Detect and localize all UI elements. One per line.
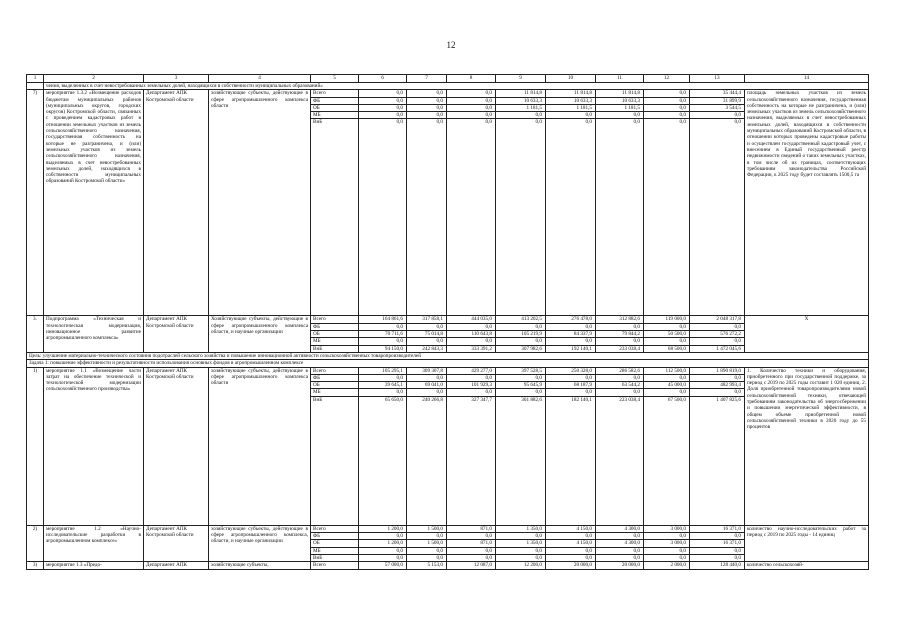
item-department: Департамент АПК Костромской области [144, 90, 209, 316]
continuation-row [27, 83, 869, 90]
funding-value: 0,0 [546, 119, 596, 316]
funding-value: 0,0 [690, 533, 745, 540]
funding-value: 1 350,0 [496, 525, 546, 532]
funding-value: 0,0 [359, 554, 407, 561]
funding-source: МБ [311, 338, 359, 345]
funding-value: 0,0 [496, 554, 546, 561]
funding-value: 0,0 [546, 533, 596, 540]
funding-value: 0,0 [447, 554, 496, 561]
funding-value: 16 371,0 [690, 525, 745, 532]
item-department: Департамент АПК Костромской области [144, 525, 209, 561]
funding-value: 0,0 [546, 112, 596, 119]
item-name: мероприятие 1.2 «Научно-исследовательские разработки в агропромышленном комплексе» [44, 525, 144, 561]
funding-value: 0,0 [447, 97, 496, 104]
funding-value: 0,0 [690, 112, 745, 119]
funding-value: 11 814,8 [546, 90, 596, 97]
funding-value: 0,0 [407, 533, 447, 540]
funding-value: 1 500,0 [407, 525, 447, 532]
funding-value: 0,0 [546, 338, 596, 345]
col-number: 11 [596, 75, 644, 83]
col-number: 6 [359, 75, 407, 83]
funding-value: 250 328,0 [546, 367, 596, 374]
col-number: 8 [447, 75, 496, 83]
funding-value: 31 899,9 [690, 97, 745, 104]
funding-value: 128 440,0 [690, 562, 745, 569]
funding-value: 0,0 [690, 119, 745, 316]
funding-value: 20 000,0 [546, 562, 596, 569]
funding-value: 57 000,0 [359, 562, 407, 569]
funding-value: 0,0 [447, 119, 496, 316]
item-result: количество сельскохозяй- [745, 562, 869, 569]
funding-value: 0,0 [644, 338, 690, 345]
funding-value: 0,0 [644, 90, 690, 97]
funding-value: 0,0 [596, 547, 644, 554]
funding-value: 413 202,5 [496, 316, 546, 323]
funding-value: 0,0 [644, 104, 690, 111]
funding-value: 10 633,3 [596, 97, 644, 104]
item-department: Департамент АПК Костромской области [144, 316, 209, 352]
funding-value: 1 890 819,0 [690, 367, 745, 374]
funding-value: 0,0 [644, 533, 690, 540]
funding-value: 1 472 045,6 [690, 345, 745, 352]
funding-value: 3 000,0 [644, 540, 690, 547]
funding-value: 0,0 [407, 104, 447, 111]
funding-row [27, 562, 869, 569]
funding-value: 0,0 [596, 389, 644, 396]
funding-value: 0,0 [359, 374, 407, 381]
funding-value: 307 982,6 [496, 345, 546, 352]
funding-value: 1 181,5 [546, 104, 596, 111]
col-number: 2 [44, 75, 144, 83]
funding-value: 233 038,4 [596, 345, 644, 352]
funding-value: 110 643,8 [447, 331, 496, 338]
item-participants: хозяйствующие субъекты, действующие в сфере агропромышленного комплекса области [209, 367, 311, 525]
item-name: мероприятие 1.1 «Возмещение части затрат на обеспечение технической и технологической модернизации сельскохозяйственного производства» [44, 367, 144, 525]
funding-value: 1 200,0 [359, 540, 407, 547]
funding-value: 0,0 [447, 104, 496, 111]
funding-value: 286 582,6 [596, 367, 644, 374]
item-result: 1. Количество техники и оборудования, приобретенного при государственной поддержке, за период с 2019 по 2025 годы составит 1 020 единиц. 2. Доля приобретенной товаропроизводителями новой сельскохозяйственной техники, отвечающей требованиям законодательства об энергосбережении и повышении энергетической эффективности, в общем объеме приобретенной новой сельскохозяйственной техники в 2020 году до 55 процентов [745, 367, 869, 525]
funding-source: МБ [311, 389, 359, 396]
funding-value: 0,0 [644, 389, 690, 396]
funding-value: 0,0 [596, 554, 644, 561]
funding-source: ОБ [311, 331, 359, 338]
funding-source: ФБ [311, 323, 359, 330]
funding-value: 67 500,0 [644, 396, 690, 525]
funding-value: 0,0 [407, 389, 447, 396]
funding-value: 444 035,0 [447, 316, 496, 323]
funding-value: 0,0 [644, 112, 690, 119]
funding-value: 12 200,0 [496, 562, 546, 569]
funding-value: 105 295,1 [359, 367, 407, 374]
funding-source: ФБ [311, 374, 359, 381]
funding-value: 0,0 [496, 323, 546, 330]
funding-value: 4 150,0 [546, 540, 596, 547]
funding-source: ОБ [311, 382, 359, 389]
item-name: мероприятие 1.3.2 «Возмещение расходов бюджетам муниципальных районов (муниципальных округов, городских округов) Костромской области, связанных с проведением кадастровых работ в отношении земельных участков из земель сельскохозяйственного назначения, государственная собственность на которые не разграничена, и (или) земельных участков из земель сельскохозяйственного назначения, выделяемых в счет невостребованных земельных долей, находящихся в собственности муниципальных образований Костромской области» [44, 90, 144, 316]
funding-value: 39 645,1 [359, 382, 407, 389]
funding-value: 4 300,0 [596, 540, 644, 547]
funding-value: 0,0 [359, 119, 407, 316]
funding-value: 482 993,4 [690, 382, 745, 389]
funding-value: 0,0 [596, 374, 644, 381]
funding-value: 63 544,2 [596, 382, 644, 389]
funding-value: 0,0 [690, 338, 745, 345]
funding-row [27, 90, 869, 97]
item-result: X [745, 316, 869, 352]
funding-value: 45 000,0 [644, 382, 690, 389]
item-department: Департамент АПК [144, 562, 209, 569]
funding-value: 0,0 [359, 90, 407, 97]
funding-value: 10 633,3 [496, 97, 546, 104]
funding-value: 95 645,9 [496, 382, 546, 389]
funding-value: 0,0 [447, 374, 496, 381]
funding-value: 0,0 [644, 119, 690, 316]
item-participants: хозяйствующие субъекты, действующие в сфере агропромышленного комплекса, области, и научные организации [209, 525, 311, 561]
funding-value: 397 528,5 [496, 367, 546, 374]
item-participants: Хозяйствующие субъекты, действующие в сфере агропромышленного комплекса области, и научные организации [209, 316, 311, 352]
col-number: 3 [144, 75, 209, 83]
funding-value: 1 500,0 [407, 540, 447, 547]
funding-value: 0,0 [447, 323, 496, 330]
funding-row [27, 367, 869, 374]
funding-value: 0,0 [407, 338, 447, 345]
funding-value: 69 041,0 [407, 382, 447, 389]
funding-value: 1 200,0 [359, 525, 407, 532]
item-name: Подпрограмма «Техническая и технологическая модернизация, инновационное развитие агропромышленного комплекса» [44, 316, 144, 352]
funding-value: 0,0 [496, 112, 546, 119]
funding-value: 0,0 [596, 533, 644, 540]
funding-value: 333 391,2 [447, 345, 496, 352]
funding-value: 192 140,1 [546, 345, 596, 352]
funding-value: 182 140,1 [546, 396, 596, 525]
funding-value: 16 371,0 [690, 540, 745, 547]
funding-value: 11 814,8 [496, 90, 546, 97]
funding-source: ФБ [311, 97, 359, 104]
funding-value: 0,0 [496, 338, 546, 345]
col-number: 4 [209, 75, 311, 83]
col-number: 1 [27, 75, 44, 83]
funding-value: 75 014,8 [407, 331, 447, 338]
funding-value: 0,0 [359, 104, 407, 111]
funding-source: ВнБ [311, 345, 359, 352]
page-number: 12 [446, 40, 456, 50]
funding-value: 3 000,0 [644, 525, 690, 532]
funding-source: Всего [311, 525, 359, 532]
funding-value: 0,0 [596, 323, 644, 330]
funding-source: ВнБ [311, 554, 359, 561]
funding-value: 0,0 [690, 554, 745, 561]
goal-text-row [27, 352, 869, 359]
col-number: 10 [546, 75, 596, 83]
funding-value: 68 187,9 [546, 382, 596, 389]
funding-source: Всего [311, 367, 359, 374]
funding-value: 0,0 [596, 119, 644, 316]
funding-value: 105 219,9 [496, 331, 546, 338]
funding-value: 0,0 [359, 323, 407, 330]
item-participants: хозяйствующие субъекты, действующие в сфере агропромышленного комплекса области [209, 90, 311, 316]
funding-value: 0,0 [447, 389, 496, 396]
funding-value: 0,0 [407, 374, 447, 381]
funding-row [27, 316, 869, 323]
funding-value: 0,0 [546, 547, 596, 554]
funding-value: 0,0 [690, 374, 745, 381]
item-number: 3. [27, 316, 44, 352]
funding-value: 0,0 [596, 112, 644, 119]
item-name: мероприятие 1.3 «Предо- [44, 562, 144, 569]
funding-row [27, 525, 869, 532]
funding-value: 301 882,6 [496, 396, 546, 525]
funding-value: 240 266,8 [407, 396, 447, 525]
funding-value: 94 150,0 [359, 345, 407, 352]
funding-source: МБ [311, 112, 359, 119]
funding-value: 0,0 [359, 338, 407, 345]
funding-value: 0,0 [546, 323, 596, 330]
funding-value: 0,0 [496, 547, 546, 554]
funding-value: 2 048 317,8 [690, 316, 745, 323]
funding-value: 4 300,0 [596, 525, 644, 532]
funding-source: Всего [311, 316, 359, 323]
funding-source: ОБ [311, 104, 359, 111]
funding-source: ВнБ [311, 119, 359, 316]
funding-value: 871,0 [447, 525, 496, 532]
funding-value: 84 337,9 [546, 331, 596, 338]
funding-value: 79 844,2 [596, 331, 644, 338]
funding-value: 3 544,5 [690, 104, 745, 111]
funding-value: 0,0 [644, 547, 690, 554]
funding-value: 276 478,0 [546, 316, 596, 323]
item-result: площадь земельных участков из земель сельскохозяйственного назначения, государственная собственность на которые не разграничена, и (или) земельных участков из земель сельскохозяйственного назначения, выделяемых в счет невостребованных земельных долей, находящихся в собственности муниципальных образований Костромской области, в отношении которых проведены кадастровые работы и осуществлен государственный кадастровый учет, с внесением в Единый государственный реестр недвижимости сведений о таких земельных участках, в том числе об их границах, соответствующих требованиям законодательства Российской Федерации, к 2025 году будет составлять 1500,5 га [745, 90, 869, 316]
funding-value: 4 150,0 [546, 525, 596, 532]
funding-value: 0,0 [407, 90, 447, 97]
item-participants: хозяйствующие субъекты, [209, 562, 311, 569]
item-department: Департамент АПК Костромской области [144, 367, 209, 525]
funding-value: 1 350,0 [496, 540, 546, 547]
funding-source: ФБ [311, 533, 359, 540]
funding-value: 2 000,0 [644, 562, 690, 569]
funding-value: 0,0 [447, 338, 496, 345]
funding-value: 0,0 [407, 112, 447, 119]
funding-value: 0,0 [359, 112, 407, 119]
funding-value: 12 087,0 [447, 562, 496, 569]
funding-value: 0,0 [546, 554, 596, 561]
funding-source: ВнБ [311, 396, 359, 525]
funding-value: 11 814,8 [596, 90, 644, 97]
funding-value: 0,0 [407, 97, 447, 104]
funding-value: 35 444,4 [690, 90, 745, 97]
funding-value: 5 153,0 [407, 562, 447, 569]
funding-value: 0,0 [359, 533, 407, 540]
funding-value: 112 500,0 [644, 367, 690, 374]
funding-value: 0,0 [690, 323, 745, 330]
funding-value: 65 650,0 [359, 396, 407, 525]
funding-source: Всего [311, 90, 359, 97]
funding-value: 119 000,0 [644, 316, 690, 323]
funding-value: 0,0 [359, 97, 407, 104]
funding-value: 0,0 [644, 374, 690, 381]
item-number: 7) [27, 90, 44, 316]
col-number: 9 [496, 75, 546, 83]
funding-value: 0,0 [496, 389, 546, 396]
funding-value: 0,0 [496, 533, 546, 540]
funding-value: 0,0 [407, 323, 447, 330]
funding-value: 0,0 [407, 547, 447, 554]
funding-value: 0,0 [644, 323, 690, 330]
funding-value: 20 000,0 [596, 562, 644, 569]
funding-value: 0,0 [644, 554, 690, 561]
funding-value: 68 500,0 [644, 345, 690, 352]
funding-value: 327 347,7 [447, 396, 496, 525]
funding-value: 0,0 [447, 533, 496, 540]
col-number: 12 [644, 75, 690, 83]
funding-value: 242 843,3 [407, 345, 447, 352]
funding-value: 0,0 [447, 90, 496, 97]
item-number: 3) [27, 562, 44, 569]
funding-value: 0,0 [359, 547, 407, 554]
funding-value: 101 929,3 [447, 382, 496, 389]
funding-value: 164 861,6 [359, 316, 407, 323]
funding-value: 0,0 [690, 389, 745, 396]
funding-value: 0,0 [546, 374, 596, 381]
budget-table [26, 74, 869, 570]
funding-value: 429 277,0 [447, 367, 496, 374]
funding-value: 0,0 [447, 547, 496, 554]
funding-value: 309 307,8 [407, 367, 447, 374]
funding-value: 0,0 [407, 554, 447, 561]
funding-value: 50 500,0 [644, 331, 690, 338]
continuation-text: чения, выделенных в счет невостребованных земельных долей, находящихся в собственности муниципальных образований» [44, 83, 869, 90]
task-text: Задача 1: повышение эффективности и результативности использования основных фондов в агропромышленном комплексе [27, 360, 869, 367]
funding-value: 0,0 [359, 389, 407, 396]
funding-source: МБ [311, 547, 359, 554]
col-number: 5 [311, 75, 359, 83]
col-number: 13 [690, 75, 745, 83]
funding-value: 0,0 [644, 97, 690, 104]
funding-value: 0,0 [496, 119, 546, 316]
funding-value: 0,0 [690, 547, 745, 554]
task-text-row [27, 360, 869, 367]
funding-value: 0,0 [496, 374, 546, 381]
funding-source: Всего [311, 562, 359, 569]
column-number-row [27, 75, 869, 83]
item-number: 1) [27, 367, 44, 525]
funding-value: 0,0 [596, 338, 644, 345]
item-number: 2) [27, 525, 44, 561]
funding-value: 871,0 [447, 540, 496, 547]
col-number: 14 [745, 75, 869, 83]
funding-value: 0,0 [407, 119, 447, 316]
funding-value: 1 181,5 [596, 104, 644, 111]
funding-value: 1 407 825,6 [690, 396, 745, 525]
col-number: 7 [407, 75, 447, 83]
funding-value: 0,0 [447, 112, 496, 119]
goal-text: Цель: улучшение материально-технического состояния подотраслей сельского хозяйства и повышение инновационной активности сельскохозяйственных товаропроизводителей [27, 352, 869, 359]
funding-value: 223 038,4 [596, 396, 644, 525]
funding-value: 576 272,2 [690, 331, 745, 338]
funding-source: ОБ [311, 540, 359, 547]
funding-value: 317 858,1 [407, 316, 447, 323]
funding-value: 1 181,5 [496, 104, 546, 111]
funding-value: 70 711,6 [359, 331, 407, 338]
funding-value: 10 633,3 [546, 97, 596, 104]
funding-value: 0,0 [546, 389, 596, 396]
funding-value: 312 882,6 [596, 316, 644, 323]
item-result: количество научно-исследовательских работ за период с 2019 по 2025 годы - 14 единиц [745, 525, 869, 561]
